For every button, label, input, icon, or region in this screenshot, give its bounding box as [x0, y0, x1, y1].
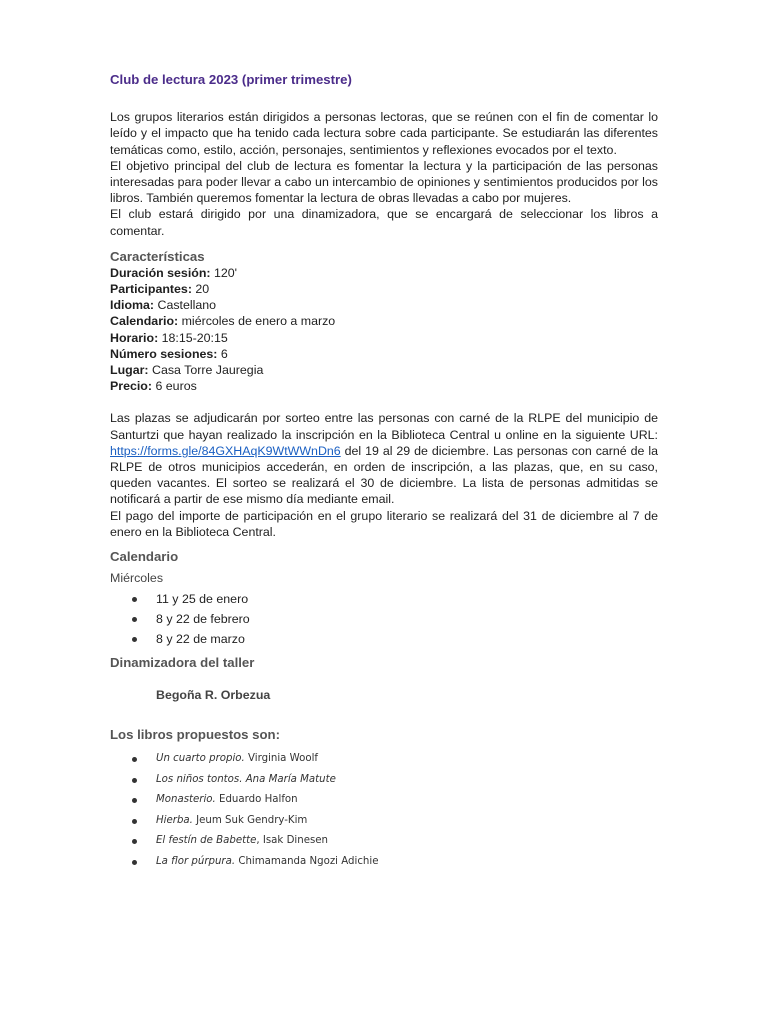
info-paragraph: El pago del importe de participación en el grupo literario se realizará del 31 de diciembre al 7 de enero en la Biblioteca Central. [110, 508, 658, 539]
calendario-heading: Calendario [110, 549, 179, 565]
info-text: Las plazas se adjudicarán por sorteo entre las personas con carné de la RLPE del municipio de Santurtzi que hayan realizado la inscripción en la Biblioteca Central u online en la siguiente URL: [110, 411, 658, 442]
prop-participantes [110, 281, 658, 297]
books-list [110, 749, 658, 872]
book-author: Virginia Woolf [248, 753, 319, 765]
list-item [110, 609, 658, 629]
prop-label: Idioma: [110, 298, 155, 313]
prop-label: Calendario: [110, 314, 179, 329]
book-item [110, 831, 658, 852]
info-paragraph [110, 410, 658, 507]
prop-label: Horario: [110, 330, 159, 345]
intro-paragraph: El club estará dirigido por una dinamizadora, que se encargará de seleccionar los libros a comentar. [110, 207, 658, 238]
document-title: Club de lectura 2023 (primer trimestre) [110, 72, 352, 87]
book-separator: . [189, 814, 197, 826]
book-author: Chimamanda Ngozi Adichie [238, 855, 379, 867]
list-item [110, 629, 658, 649]
bullet-icon [132, 637, 137, 642]
prop-value: 6 euros [152, 379, 197, 394]
caracteristicas-list [110, 265, 658, 395]
info-section [110, 410, 658, 540]
bullet-icon [132, 617, 137, 622]
info-text: del 19 al 29 de diciembre. Las personas con carné de la RLPE de otros municipios accederán, en orden de inscripción, a las plazas, que, en su caso, queden vacantes. El sorteo se realizará el 30 de diciembre. La lista de personas admitidas se notificará a partir de ese mismo día mediante email. [110, 443, 658, 507]
book-title: El festín de Babette [156, 835, 257, 847]
prop-label: Duración sesión: [110, 265, 211, 280]
dinamizadora-heading: Dinamizadora del taller [110, 655, 255, 671]
prop-idioma [110, 297, 658, 313]
book-separator: . [231, 855, 239, 867]
list-item [110, 589, 658, 609]
book-separator: . [241, 753, 249, 765]
book-title: Un cuarto propio [156, 753, 242, 765]
book-separator: . [212, 794, 220, 806]
prop-value: 18:15-20:15 [158, 330, 228, 345]
book-author: Isak Dinesen [262, 835, 328, 847]
book-title: Hierba [156, 814, 190, 826]
book-title: La flor púrpura [156, 855, 232, 867]
book-item [110, 749, 658, 770]
prop-label: Lugar: [110, 363, 149, 378]
book-title: Los niños tontos [156, 773, 240, 785]
bullet-icon [132, 778, 137, 783]
prop-duracion [110, 265, 658, 281]
book-author: Eduardo Halfon [219, 794, 298, 806]
prop-horario [110, 330, 658, 346]
libros-heading: Los libros propuestos son: [110, 727, 280, 743]
prop-value: miércoles de enero a marzo [178, 314, 336, 329]
book-item [110, 811, 658, 832]
intro-paragraph: Los grupos literarios están dirigidos a personas lectoras, que se reúnen con el fin de comentar lo leído y el impacto que ha tenido cada lectura sobre cada participante. Se estudiarán las diferentes temáticas como, estilo, acción, personajes, sentimientos y reflexiones evocados por el texto. [110, 110, 658, 157]
prop-value: 6 [217, 346, 228, 361]
date-text: 8 y 22 de marzo [156, 632, 245, 647]
prop-value: 20 [191, 282, 210, 297]
registration-link[interactable]: https://forms.gle/84GXHAqK9WtWWnDn6 [110, 443, 341, 458]
prop-lugar [110, 362, 658, 378]
bullet-icon [132, 757, 137, 762]
book-title: Monasterio [156, 794, 213, 806]
date-text: 8 y 22 de febrero [156, 612, 250, 627]
prop-label: Precio: [110, 379, 153, 394]
prop-value: Castellano [154, 298, 217, 313]
book-author: Ana María Matute [245, 773, 336, 785]
prop-label: Número sesiones: [110, 346, 218, 361]
caracteristicas-heading: Características [110, 248, 205, 264]
bullet-icon [132, 860, 137, 865]
intro-section [110, 109, 658, 239]
book-separator: , [256, 835, 263, 847]
book-author: Jeum Suk Gendry-Kim [196, 814, 308, 826]
document-page [110, 72, 658, 872]
book-item [110, 770, 658, 791]
book-separator: . [239, 773, 246, 785]
bullet-icon [132, 839, 137, 844]
book-item [110, 790, 658, 811]
prop-label: Participantes: [110, 282, 192, 297]
bullet-icon [132, 597, 137, 602]
prop-value: 120' [210, 265, 238, 280]
book-item [110, 852, 658, 873]
calendario-day: Miércoles [110, 571, 164, 586]
dates-list [110, 589, 658, 649]
prop-value: Casa Torre Jauregia [148, 363, 264, 378]
bullet-icon [132, 798, 137, 803]
bullet-icon [132, 819, 137, 824]
dinamizadora-name: Begoña R. Orbezua [156, 688, 271, 703]
prop-precio [110, 378, 658, 394]
prop-sesiones [110, 346, 658, 362]
date-text: 11 y 25 de enero [156, 592, 249, 607]
prop-calendario [110, 313, 658, 329]
intro-paragraph: El objetivo principal del club de lectura es fomentar la lectura y la participación de las personas interesadas para poder llevar a cabo un intercambio de opiniones y sentimientos producidos por los libros. También queremos fomentar la lectura de obras llevadas a cabo por mujeres. [110, 158, 658, 206]
